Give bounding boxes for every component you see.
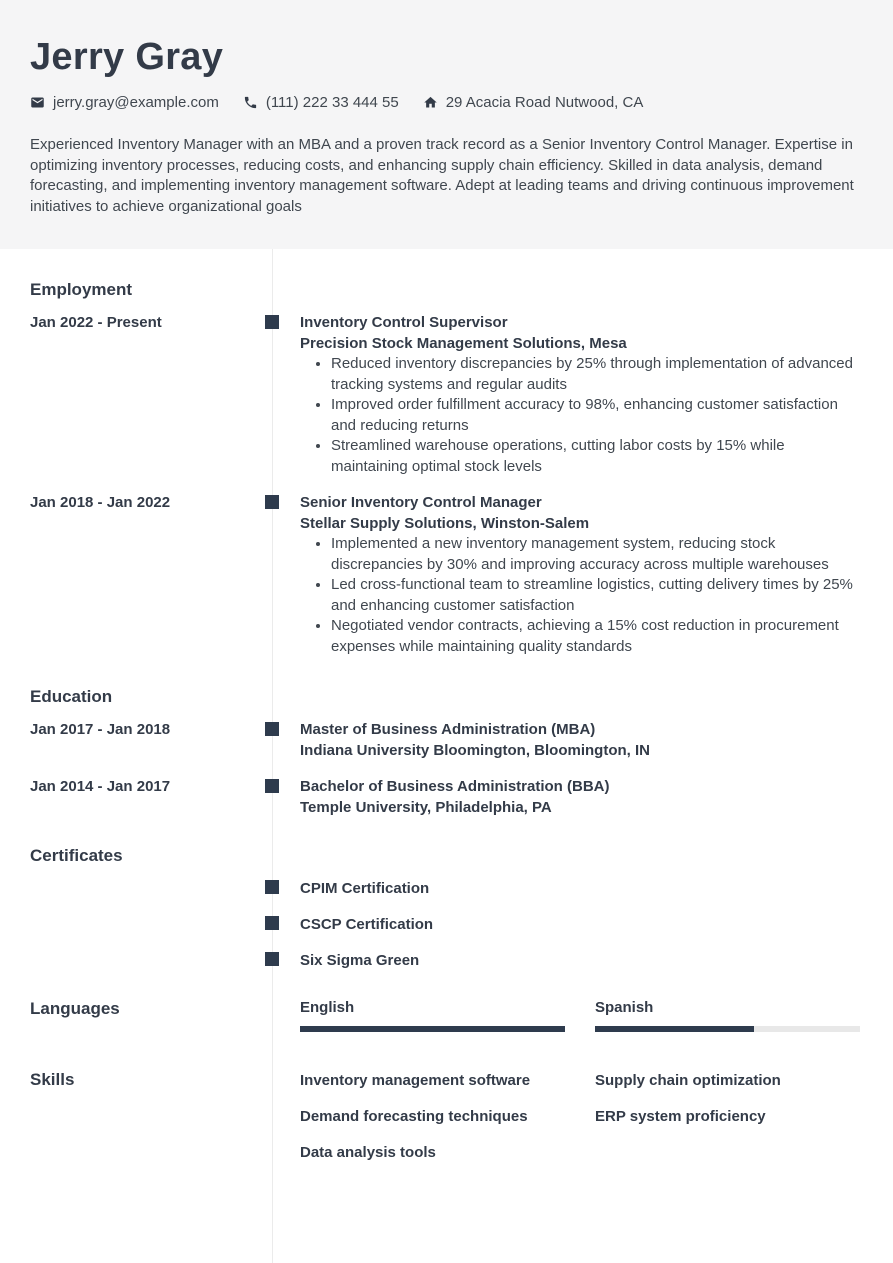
- bullet-item: • Negotiated vendor contracts, achieving a 15% cost reduction in procurement expenses while maintaining quality standards: [331, 616, 860, 657]
- employment-entry-dates: Jan 2022 - Present: [30, 314, 162, 331]
- bullet-item: • Implemented a new inventory management system, reducing stock discrepancies by 30% and improving accuracy across multiple warehouses: [331, 534, 860, 575]
- language-name: English: [300, 999, 355, 1016]
- education-entry-dates: Jan 2017 - Jan 2018: [30, 721, 171, 738]
- language-name: Spanish: [595, 999, 654, 1016]
- entry-square-marker: [265, 916, 279, 930]
- employment-entry: [0, 312, 893, 477]
- education-entry-degree-text: Master of Business Administration (MBA): [300, 721, 596, 738]
- education-entry: [0, 719, 893, 761]
- entry-square-marker: [265, 880, 279, 894]
- contact-row: [30, 94, 863, 111]
- bullet-item: • Streamlined warehouse operations, cutting labor costs by 15% while maintaining optimal stock levels: [331, 436, 860, 477]
- resume-header: [0, 0, 893, 249]
- education-entry-degree: [300, 719, 860, 740]
- contact-email-text: jerry.gray@example.com: [53, 94, 219, 111]
- education-heading: Education: [30, 687, 113, 706]
- certificate-item-text: CSCP Certification: [300, 916, 434, 933]
- employment-heading-row: [0, 280, 893, 300]
- entry-square-marker: [265, 779, 279, 793]
- skill-item: ERP system proficiency: [595, 1108, 766, 1125]
- skills-row: [0, 1070, 893, 1163]
- profile-summary: Experienced Inventory Manager with an MBA and a proven track record as a Senior Inventory Control Manager. Expertise in optimizing inventory processes, reducing costs, and enhancing supply chain efficiency. Skilled in data analysis, demand forecasting, and implementing inventory management software. Adept at leading teams and driving continuous improvement initiatives to achieve organizational goals: [30, 136, 854, 215]
- language-level-fill: [595, 1026, 754, 1032]
- certificate-item: [300, 914, 860, 935]
- education-entry-dates: Jan 2014 - Jan 2017: [30, 778, 171, 795]
- employment-entry-dates: Jan 2018 - Jan 2022: [30, 494, 171, 511]
- education-entry-degree-text: Bachelor of Business Administration (BBA): [300, 778, 610, 795]
- contact-address: [423, 94, 644, 111]
- education-entry-school: Temple University, Philadelphia, PA: [300, 799, 552, 816]
- language-level-bar: [300, 1026, 565, 1032]
- entry-square-marker: [265, 495, 279, 509]
- bullet-item: • Led cross-functional team to streamline logistics, cutting delivery times by 25% and enhancing customer satisfaction: [331, 575, 860, 616]
- language-item: [595, 999, 860, 1032]
- home-icon: [423, 95, 438, 110]
- envelope-icon: [30, 95, 45, 110]
- certificates-heading: Certificates: [30, 846, 123, 865]
- entry-square-marker: [265, 315, 279, 329]
- bullet-item: • Improved order fulfillment accuracy to 98%, enhancing customer satisfaction and reducing returns: [331, 395, 860, 436]
- employment-entry-bullets: [300, 534, 860, 657]
- certificate-item: [300, 878, 860, 899]
- education-entry: [0, 776, 893, 818]
- employment-entry-title: [300, 312, 860, 333]
- skill-item: Demand forecasting techniques: [300, 1108, 528, 1125]
- education-entry-degree: [300, 776, 860, 797]
- contact-email: [30, 94, 219, 111]
- employment-heading: Employment: [30, 280, 133, 299]
- language-level-bar: [595, 1026, 860, 1032]
- education-heading-row: [0, 687, 893, 707]
- employment-entry-bullets: [300, 354, 860, 477]
- entry-square-marker: [265, 722, 279, 736]
- resume-body: [0, 249, 893, 1263]
- skills-grid: [300, 1070, 860, 1163]
- language-level-fill: [300, 1026, 565, 1032]
- skill-item: Data analysis tools: [300, 1144, 436, 1161]
- certificates-heading-row: [0, 846, 893, 866]
- language-item: [300, 999, 565, 1032]
- employment-entry-title-text: Senior Inventory Control Manager: [300, 494, 542, 511]
- skills-heading: Skills: [30, 1070, 75, 1089]
- employment-entry-title-text: Inventory Control Supervisor: [300, 314, 508, 331]
- candidate-name: Jerry Gray: [30, 36, 224, 78]
- languages-heading: Languages: [30, 999, 120, 1018]
- education-entry-school: Indiana University Bloomington, Bloomington, IN: [300, 742, 650, 759]
- contact-address-text: 29 Acacia Road Nutwood, CA: [445, 94, 644, 111]
- employment-entry-company: Precision Stock Management Solutions, Mesa: [300, 335, 627, 352]
- entry-square-marker: [265, 952, 279, 966]
- languages-row: [0, 999, 893, 1032]
- skill-item: Inventory management software: [300, 1072, 531, 1089]
- employment-entry-title: [300, 492, 860, 513]
- certificate-item-text: Six Sigma Green: [300, 952, 420, 969]
- certificates-list-row: [0, 866, 893, 971]
- skill-item: Supply chain optimization: [595, 1072, 781, 1089]
- employment-entry: [0, 492, 893, 657]
- certificate-item: [300, 950, 860, 971]
- certificate-item-text: CPIM Certification: [300, 880, 430, 897]
- languages-grid: [300, 999, 860, 1032]
- phone-icon: [243, 95, 258, 110]
- contact-phone-text: (111) 222 33 444 55: [265, 94, 399, 111]
- contact-phone: [243, 94, 399, 111]
- employment-entry-company: Stellar Supply Solutions, Winston-Salem: [300, 515, 590, 532]
- bullet-item: • Reduced inventory discrepancies by 25% through implementation of advanced tracking systems and regular audits: [331, 354, 860, 395]
